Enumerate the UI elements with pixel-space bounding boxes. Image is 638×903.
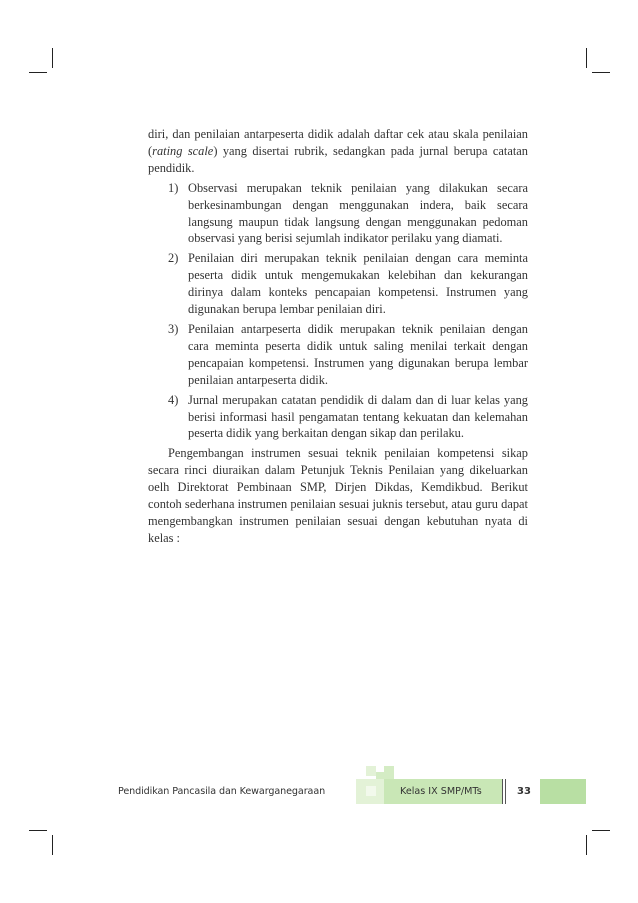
list-item	[148, 180, 528, 248]
crop-mark-bl-h	[29, 830, 47, 831]
list-number: 3)	[168, 321, 179, 336]
crop-mark-tr-v	[586, 48, 587, 68]
list-number: 2)	[168, 251, 179, 266]
intro-rest: ) yang disertai rubrik, sedangkan pada jurnal berupa catatan pendidik.	[148, 143, 528, 175]
list-text: Jurnal merupakan catatan pendidik di dalam dan di luar kelas yang berisi informasi hasil pengamatan tentang kekuatan dan kelemahan peserta didik yang berkaitan dengan sikap dan perilaku.	[188, 392, 528, 441]
list-number: 4)	[168, 392, 179, 407]
list-number: 1)	[168, 180, 179, 195]
crop-mark-tl-v	[52, 48, 53, 68]
list-item	[148, 392, 528, 443]
list-text: Penilaian antarpeserta didik merupakan teknik penilaian dengan cara meminta peserta didik untuk saling menilai terkait dengan pencapaian kompetensi. Instrumen yang digunakan berupa lembar penilaian antarpeserta didik.	[188, 321, 528, 387]
list-text: Observasi merupakan teknik penilaian yang dilakukan secara berkesinambungan dengan menggunakan indera, baik secara langsung maupun tidak langsung dengan menggunakan pedoman observasi yang berisi sejumlah indikator perilaku yang diamati.	[188, 180, 528, 246]
crop-mark-br-h	[592, 830, 610, 831]
intro-line: diri, dan penilaian antarpeserta didik adalah daftar cek atau skala penilaian	[148, 127, 528, 141]
footer-divider	[505, 779, 506, 804]
footer-decor-square	[384, 766, 394, 779]
body-text	[148, 126, 528, 547]
footer-book-title: Pendidikan Pancasila dan Kewarganegaraan	[118, 786, 326, 797]
closing-paragraph: Pengembangan instrumen sesuai teknik penilaian kompetensi sikap secara rinci diuraikan dalam Petunjuk Teknis Penilaian yang dikeluarkan oelh Direktorat Pembinaan SMP, Dirjen Dikdas, Kemdikbud. Berikut contoh sederhana instrumen penilaian sesuai juknis tersebut, atau guru dapat mengembangkan instrumen penilaian sesuai dengan kebutuhan nyata di kelas :	[148, 446, 528, 545]
assessment-list	[148, 180, 528, 443]
footer-decor-square	[366, 766, 376, 776]
footer-divider	[502, 779, 503, 804]
intro-paren: (	[148, 143, 153, 158]
crop-mark-tr-h	[592, 72, 610, 73]
crop-mark-tl-h	[29, 72, 47, 73]
list-text: Penilaian diri merupakan teknik penilaian dengan cara meminta peserta didik untuk mengemukakan kelebihan dan kekurangan dirinya dalam konteks pencapaian kompetensi. Instrumen yang digunakan berupa lembar penilaian diri.	[188, 251, 528, 317]
footer-decor-square	[366, 786, 376, 796]
crop-mark-br-v	[586, 835, 587, 855]
page-number: 33	[517, 786, 531, 797]
list-item	[148, 321, 528, 389]
list-item	[148, 250, 528, 318]
footer-tail-band	[540, 779, 586, 804]
intro-italic-term: rating scale	[152, 143, 214, 158]
intro-paragraph	[148, 126, 528, 177]
footer-grade: Kelas IX SMP/MTs	[400, 786, 482, 797]
footer-decor-square	[376, 772, 384, 779]
crop-mark-bl-v	[52, 835, 53, 855]
